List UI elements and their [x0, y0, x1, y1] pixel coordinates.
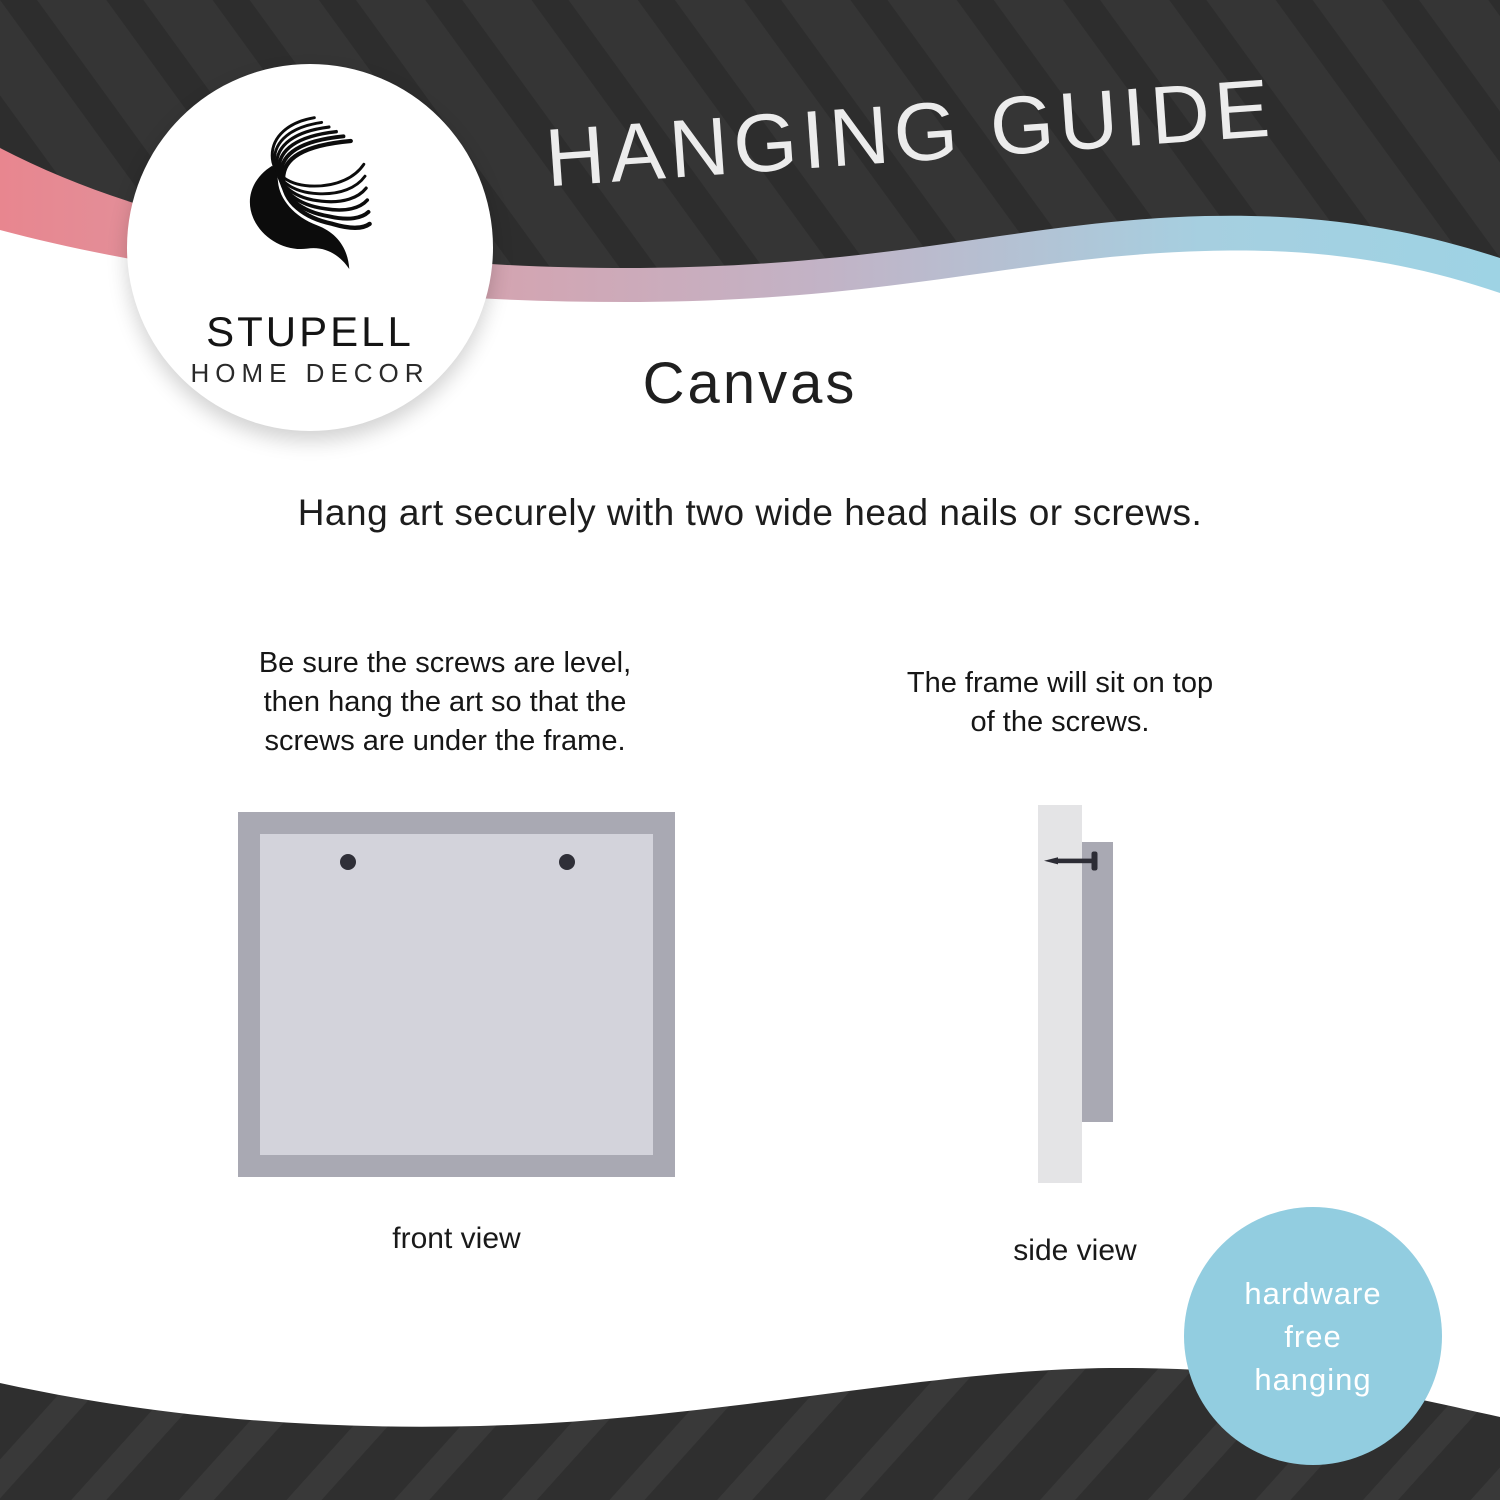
brand-tagline: HOME DECOR	[190, 358, 430, 388]
product-type-title: Canvas	[642, 351, 858, 416]
badge-line: hanging	[1254, 1361, 1372, 1397]
front-view-caption: front view	[392, 1222, 521, 1255]
page-title: HANGING GUIDE	[542, 62, 1278, 205]
front-note-line: then hang the art so that the	[263, 686, 627, 718]
front-view-diagram	[238, 812, 675, 1177]
frame-side-bar	[1082, 842, 1113, 1122]
side-note-line: The frame will sit on top	[906, 667, 1214, 699]
side-view-note	[860, 664, 1260, 742]
stupell-s-swoosh-icon	[230, 106, 390, 288]
brand-logo-badge	[127, 64, 493, 431]
hardware-free-badge	[1184, 1207, 1442, 1465]
badge-line: hardware	[1244, 1275, 1382, 1311]
canvas-face	[260, 834, 653, 1155]
side-note-line: of the screws.	[970, 706, 1150, 738]
brand-name: STUPELL	[206, 308, 414, 355]
side-view-caption: side view	[1013, 1234, 1137, 1267]
screw-dot-icon	[559, 854, 575, 870]
front-note-line: Be sure the screws are level,	[258, 647, 632, 679]
badge-line: free	[1284, 1318, 1342, 1354]
front-view-note	[225, 644, 665, 761]
screw-dot-icon	[340, 854, 356, 870]
front-note-line: screws are under the frame.	[264, 725, 626, 757]
nail-icon	[1040, 848, 1102, 874]
instruction-text: Hang art securely with two wide head nails or screws.	[297, 492, 1203, 533]
